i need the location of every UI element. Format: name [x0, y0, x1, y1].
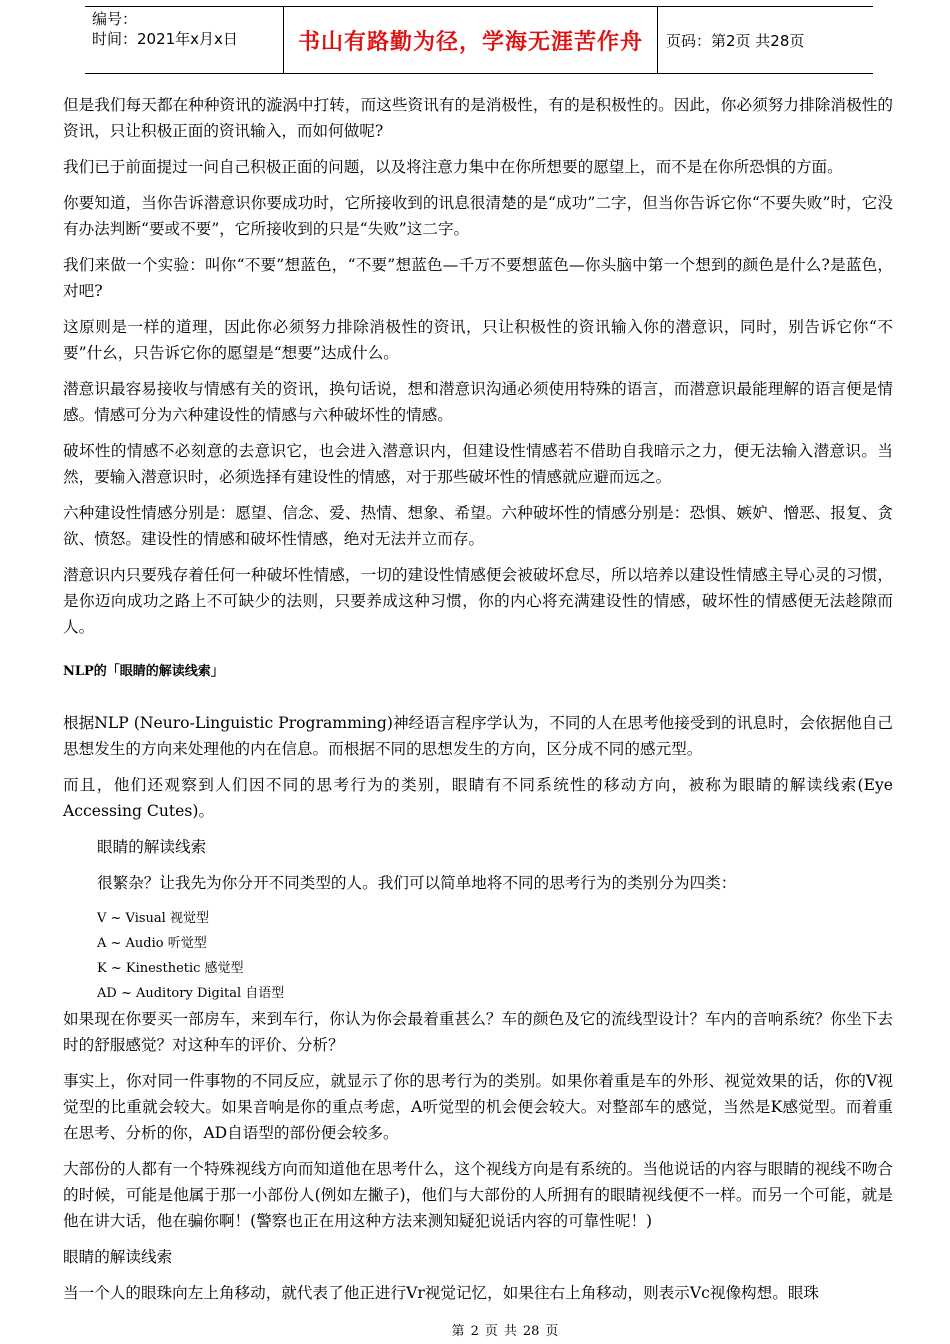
paragraph: 当一个人的眼珠向左上角移动，就代表了他正进行Vr视觉记忆，如果往右上角移动，则表示Vc视像构想。眼珠: [63, 1284, 820, 1302]
paragraph: 你要知道，当你告诉潜意识你要成功时，它所接收到的讯息很清楚的是“成功”二字，但当你告诉它你“不要失败”时，它没有办法判断“要或不要”，它所接收到的只是“失败”这二字。: [63, 194, 893, 238]
indented-paragraph: 很繁杂？让我先为你分开不同类型的人。我们可以简单地将不同的思考行为的类别分为四类：: [97, 874, 737, 892]
footer-gong: 共: [503, 1324, 517, 1339]
paragraph: 潜意识内只要残存着任何一种破坏性情感，一切的建设性情感便会被破坏怠尽，所以培养以建设性情感主导心灵的习惯，是你迈向成功之路上不可缺少的法则，只要养成这种习惯，你的内心将充满建设性的情感，破坏性的情感便无法趁隙而人。: [63, 566, 893, 636]
document-body: [63, 92, 893, 1316]
page-header: [85, 6, 873, 74]
paragraph: 事实上，你对同一件事物的不同反应，就显示了你的思考行为的类别。如果你着重是车的外形、视觉效果的话，你的V视觉型的比重就会较大。如果音响是你的重点考虑，A听觉型的机会便会较大。对整部车的感觉，当然是K感觉型。而着重在思考、分析的你，AD自语型的部份便会较多。: [63, 1072, 893, 1142]
footer-page-number: 2: [470, 1324, 479, 1339]
footer-total-pages: 28: [522, 1324, 540, 1339]
paragraph: 潜意识最容易接收与情感有关的资讯，换句话说，想和潜意识沟通必须使用特殊的语言，而潜意识最能理解的语言便是情感。情感可分为六种建设性的情感与六种破坏性的情感。: [63, 380, 893, 424]
footer-ye: 页: [484, 1324, 498, 1339]
paragraph: 眼睛的解读线索: [63, 1248, 173, 1266]
type-list-item: V ~ Visual 视觉型: [97, 911, 209, 926]
page-footer: [0, 1320, 950, 1339]
paragraph: 根据NLP (Neuro-Linguistic Programming)神经语言程序学认为，不同的人在思考他接受到的讯息时，会依据他自己思想发生的方向来处理他的内在信息。而根据不同的思想发生的方向，区分成不同的感元型。: [63, 714, 893, 758]
document-date: 时间：2021年x月x日: [92, 30, 238, 48]
type-list: [63, 906, 893, 1006]
header-motto: 书山有路勤为径，学海无涯苦作舟: [284, 7, 658, 73]
header-meta: [85, 7, 284, 73]
type-list-item: A ~ Audio 听觉型: [97, 936, 207, 951]
header-page-info: 页码：第2页 共28页: [666, 31, 805, 50]
paragraph: 六种建设性情感分别是：愿望、信念、爱、热情、想象、希望。六种破坏性的情感分别是：恐惧、嫉妒、憎恶、报复、贪欲、愤怒。建设性的情感和破坏性情感，绝对无法并立而存。: [63, 504, 893, 548]
paragraph: 这原则是一样的道理，因此你必须努力排除消极性的资讯，只让积极性的资讯输入你的潜意识，同时，别告诉它你“不要”什幺，只告诉它你的愿望是“想要”达成什么。: [63, 318, 893, 362]
type-list-item: AD ~ Auditory Digital 自语型: [97, 986, 285, 1001]
section-heading: NLP的「眼睛的解读线索」: [63, 664, 224, 679]
indented-subheading: 眼睛的解读线索: [97, 838, 207, 856]
footer-di: 第: [451, 1324, 465, 1339]
paragraph: 但是我们每天都在种种资讯的漩涡中打转，而这些资讯有的是消极性，有的是积极性的。因此，你必须努力排除消极性的资讯，只让积极正面的资讯输入，而如何做呢?: [63, 96, 893, 140]
paragraph: 我们已于前面提过一问自己积极正面的问题，以及将注意力集中在你所想要的愿望上，而不是在你所恐惧的方面。: [63, 158, 843, 176]
paragraph: 大部份的人都有一个特殊视线方向而知道他在思考什么，这个视线方向是有系统的。当他说话的内容与眼睛的视线不吻合的时候，可能是他属于那一小部份人(例如左撇子)，他们与大部份的人所拥有的眼睛视线便不一样。而另一个可能，就是他在讲大话，他在骗你啊！(警察也正在用这种方法来测知疑犯说话内容的可靠性呢！): [63, 1160, 893, 1230]
paragraph: 我们来做一个实验：叫你“不要”想蓝色，“不要”想蓝色—千万不要想蓝色—你头脑中第一个想到的颜色是什么?是蓝色，对吧?: [63, 256, 893, 300]
document-number-label: 编号：: [92, 10, 138, 28]
paragraph: 如果现在你要买一部房车，来到车行，你认为你会最着重甚么？车的颜色及它的流线型设计？车内的音响系统？你坐下去时的舒服感觉？对这种车的评价、分析？: [63, 1010, 893, 1054]
footer-ye: 页: [545, 1324, 559, 1339]
paragraph: 而且，他们还观察到人们因不同的思考行为的类别，眼睛有不同系统性的移动方向，被称为眼睛的解读线索(Eye Accessing Cutes)。: [63, 776, 893, 820]
paragraph: 破坏性的情感不必刻意的去意识它，也会进入潜意识内，但建设性情感若不借助自我暗示之力，便无法输入潜意识。当然，要输入潜意识时，必须选择有建设性的情感，对于那些破坏性的情感就应避而远之。: [63, 442, 893, 486]
type-list-item: K ~ Kinesthetic 感觉型: [97, 961, 244, 976]
